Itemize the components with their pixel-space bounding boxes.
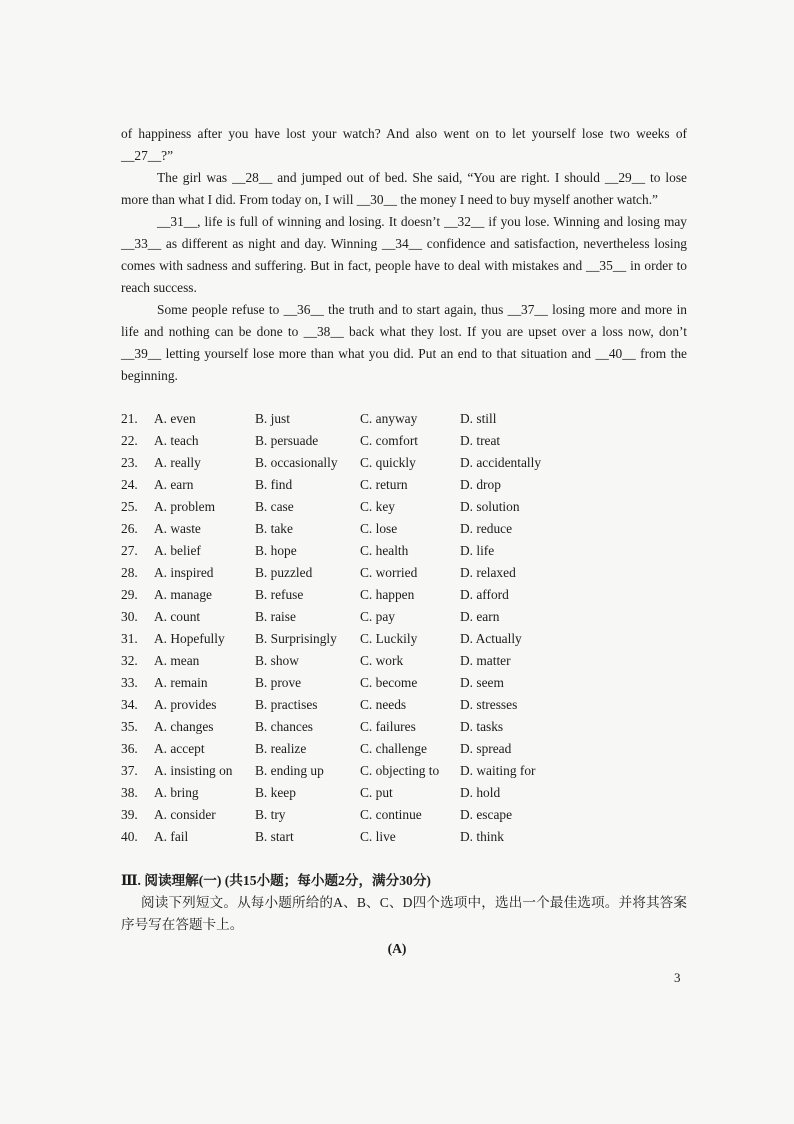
- option-d: D. seem: [460, 675, 504, 690]
- answer-options-list: [121, 408, 641, 848]
- option-b: B. persuade: [255, 433, 319, 448]
- option-a: A. count: [154, 609, 201, 624]
- option-a: A. consider: [154, 807, 216, 822]
- option-c: C. failures: [360, 719, 416, 734]
- option-a: A. accept: [154, 741, 205, 756]
- option-a: A. manage: [154, 587, 213, 602]
- option-a: A. really: [154, 455, 201, 470]
- option-d: D. reduce: [460, 521, 513, 536]
- question-number: 40.: [121, 829, 138, 844]
- option-b: B. occasionally: [255, 455, 338, 470]
- option-row: [121, 650, 641, 672]
- option-d: D. drop: [460, 477, 501, 492]
- question-number: 32.: [121, 653, 138, 668]
- option-d: D. hold: [460, 785, 501, 800]
- option-b: B. show: [255, 653, 299, 668]
- option-b: B. keep: [255, 785, 296, 800]
- option-c: C. continue: [360, 807, 422, 822]
- option-d: D. treat: [460, 433, 501, 448]
- option-c: C. become: [360, 675, 418, 690]
- cloze-passage: [121, 123, 687, 387]
- question-number: 27.: [121, 543, 138, 558]
- option-c: C. anyway: [360, 411, 418, 426]
- question-number: 34.: [121, 697, 138, 712]
- option-c: C. worried: [360, 565, 418, 580]
- option-row: [121, 584, 641, 606]
- option-b: B. puzzled: [255, 565, 313, 580]
- option-a: A. provides: [154, 697, 217, 712]
- option-b: B. hope: [255, 543, 297, 558]
- option-b: B. raise: [255, 609, 296, 624]
- option-a: A. bring: [154, 785, 199, 800]
- option-row: [121, 562, 641, 584]
- option-b: B. realize: [255, 741, 307, 756]
- option-row: [121, 694, 641, 716]
- option-row: [121, 496, 641, 518]
- option-b: B. prove: [255, 675, 302, 690]
- option-d: D. waiting for: [460, 763, 536, 778]
- section-heading: Ⅲ. 阅读理解(一) (共15小题；每小题2分，满分30分): [121, 873, 431, 888]
- option-a: A. insisting on: [154, 763, 233, 778]
- page-number: 3: [674, 970, 681, 985]
- option-b: B. take: [255, 521, 293, 536]
- option-d: D. still: [460, 411, 497, 426]
- question-number: 29.: [121, 587, 138, 602]
- option-c: C. key: [360, 499, 395, 514]
- option-b: B. Surprisingly: [255, 631, 337, 646]
- option-row: [121, 716, 641, 738]
- option-row: [121, 518, 641, 540]
- question-number: 25.: [121, 499, 138, 514]
- option-d: D. relaxed: [460, 565, 516, 580]
- option-row: [121, 672, 641, 694]
- reading-section: [121, 870, 687, 936]
- option-c: C. Luckily: [360, 631, 418, 646]
- question-number: 38.: [121, 785, 138, 800]
- option-a: A. belief: [154, 543, 201, 558]
- option-c: C. health: [360, 543, 409, 558]
- option-b: B. refuse: [255, 587, 304, 602]
- section-instructions: 阅读下列短文。从每小题所给的A、B、C、D四个选项中，选出一个最佳选项。并将其答案序号写在答题卡上。: [121, 895, 687, 932]
- option-row: [121, 430, 641, 452]
- option-c: C. return: [360, 477, 408, 492]
- question-number: 28.: [121, 565, 138, 580]
- option-row: [121, 452, 641, 474]
- option-a: A. Hopefully: [154, 631, 225, 646]
- option-c: C. lose: [360, 521, 398, 536]
- option-c: C. needs: [360, 697, 407, 712]
- option-d: D. stresses: [460, 697, 518, 712]
- option-c: C. challenge: [360, 741, 427, 756]
- passage-paragraph-1: of happiness after you have lost your watch? And also went on to let yourself lose two weeks of __27__?”: [121, 126, 687, 163]
- option-d: D. afford: [460, 587, 509, 602]
- option-d: D. Actually: [460, 631, 522, 646]
- option-row: [121, 606, 641, 628]
- option-d: D. accidentally: [460, 455, 542, 470]
- option-d: D. escape: [460, 807, 513, 822]
- option-b: B. case: [255, 499, 294, 514]
- question-number: 37.: [121, 763, 138, 778]
- option-row: [121, 782, 641, 804]
- option-d: D. life: [460, 543, 495, 558]
- question-number: 39.: [121, 807, 138, 822]
- question-number: 36.: [121, 741, 138, 756]
- option-row: [121, 540, 641, 562]
- option-d: D. solution: [460, 499, 520, 514]
- option-row: [121, 804, 641, 826]
- option-a: A. remain: [154, 675, 208, 690]
- passage-paragraph-2: The girl was __28__ and jumped out of bed. She said, “You are right. I should __29__ to lose more than what I did. From today on, I will __30__ the money I need to buy myself another watch.”: [121, 170, 687, 207]
- question-number: 31.: [121, 631, 138, 646]
- option-b: B. start: [255, 829, 294, 844]
- option-d: D. spread: [460, 741, 512, 756]
- question-number: 30.: [121, 609, 138, 624]
- question-number: 26.: [121, 521, 138, 536]
- option-row: [121, 474, 641, 496]
- option-c: C. comfort: [360, 433, 419, 448]
- option-a: A. teach: [154, 433, 199, 448]
- option-a: A. even: [154, 411, 196, 426]
- option-row: [121, 826, 641, 848]
- option-c: C. objecting to: [360, 763, 440, 778]
- question-number: 23.: [121, 455, 138, 470]
- option-row: [121, 628, 641, 650]
- option-b: B. chances: [255, 719, 314, 734]
- option-a: A. changes: [154, 719, 214, 734]
- option-b: B. practises: [255, 697, 318, 712]
- option-c: C. happen: [360, 587, 415, 602]
- option-b: B. find: [255, 477, 293, 492]
- option-d: D. tasks: [460, 719, 504, 734]
- option-d: D. earn: [460, 609, 500, 624]
- question-number: 22.: [121, 433, 138, 448]
- option-a: A. mean: [154, 653, 200, 668]
- question-number: 33.: [121, 675, 138, 690]
- option-c: C. pay: [360, 609, 395, 624]
- question-number: 24.: [121, 477, 138, 492]
- option-a: A. earn: [154, 477, 194, 492]
- option-c: C. put: [360, 785, 393, 800]
- passage-paragraph-4: Some people refuse to __36__ the truth and to start again, thus __37__ losing more and more in life and nothing can be done to __38__ back what they lost. If you are upset over a loss now, don’t __39__ letting yourself lose more than what you did. Put an end to that situation and __40__ from the beginning.: [121, 302, 687, 383]
- option-a: A. inspired: [154, 565, 214, 580]
- option-b: B. just: [255, 411, 290, 426]
- option-row: [121, 760, 641, 782]
- passage-label: (A): [387, 941, 407, 956]
- option-c: C. live: [360, 829, 396, 844]
- option-d: D. matter: [460, 653, 511, 668]
- option-row: [121, 408, 641, 430]
- option-a: A. waste: [154, 521, 201, 536]
- option-c: C. work: [360, 653, 404, 668]
- option-b: B. ending up: [255, 763, 324, 778]
- option-c: C. quickly: [360, 455, 416, 470]
- question-number: 35.: [121, 719, 138, 734]
- question-number: 21.: [121, 411, 138, 426]
- option-b: B. try: [255, 807, 286, 822]
- option-d: D. think: [460, 829, 504, 844]
- option-a: A. fail: [154, 829, 189, 844]
- option-a: A. problem: [154, 499, 215, 514]
- option-row: [121, 738, 641, 760]
- passage-paragraph-3: __31__, life is full of winning and losing. It doesn’t __32__ if you lose. Winning and losing may __33__ as different as night and day. Winning __34__ confidence and satisfaction, nevertheless losing comes with sadness and suffering. But in fact, people have to deal with mistakes and __35__ in order to reach success.: [121, 214, 687, 295]
